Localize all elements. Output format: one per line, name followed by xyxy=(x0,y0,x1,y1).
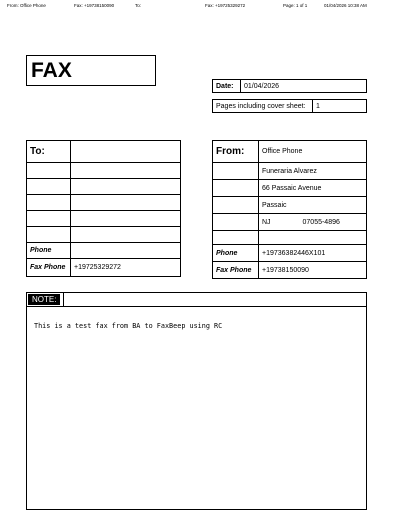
note-header xyxy=(27,293,366,307)
header-fax-to: Fax: +19725329272 xyxy=(205,3,246,8)
from-fax-value: +19738150090 xyxy=(259,262,367,279)
to-cell xyxy=(71,211,181,227)
to-fax-label: Fax Phone xyxy=(27,259,71,277)
date-label: Date: xyxy=(213,80,241,93)
header-datetime: 01/04/2026 10:38 AM xyxy=(324,3,367,8)
to-table xyxy=(26,140,181,277)
to-cell xyxy=(71,227,181,243)
note-divider xyxy=(63,293,64,306)
to-cell xyxy=(27,179,71,195)
from-city: Passaic xyxy=(259,197,367,214)
to-phone-label: Phone xyxy=(27,243,71,259)
meta-table-date xyxy=(212,79,367,93)
meta-table-pages xyxy=(212,99,367,113)
header-fax-from: Fax: +19738150090 xyxy=(74,3,115,8)
note-box xyxy=(26,292,367,510)
to-phone-value xyxy=(71,243,181,259)
from-zip: 07055-4896 xyxy=(302,218,340,226)
from-cell xyxy=(213,214,259,231)
from-cell xyxy=(213,231,259,245)
fax-title: FAX xyxy=(26,55,156,86)
pages-value: 1 xyxy=(313,100,367,113)
from-fax-label: Fax Phone xyxy=(213,262,259,279)
to-fax-value: +19725329272 xyxy=(71,259,181,277)
from-name: Office Phone xyxy=(259,141,367,163)
to-cell xyxy=(71,179,181,195)
from-state: NJ xyxy=(262,218,271,226)
from-company: Funeraria Alvarez xyxy=(259,163,367,180)
to-cell xyxy=(27,195,71,211)
from-cell xyxy=(259,231,367,245)
from-phone-label: Phone xyxy=(213,245,259,262)
from-state-zip xyxy=(259,214,367,231)
header-from: From: Office Phone xyxy=(7,3,46,8)
from-table xyxy=(212,140,367,279)
to-heading: To: xyxy=(27,141,71,163)
from-street: 66 Passaic Avenue xyxy=(259,180,367,197)
to-cell xyxy=(71,141,181,163)
note-label: NOTE: xyxy=(28,294,60,305)
to-cell xyxy=(71,163,181,179)
to-cell xyxy=(27,227,71,243)
from-cell xyxy=(213,197,259,214)
from-cell xyxy=(213,163,259,180)
pages-label: Pages including cover sheet: xyxy=(213,100,313,113)
note-text: This is a test fax from BA to FaxBeep using RC xyxy=(34,322,223,330)
header-page: Page: 1 of 1 xyxy=(283,3,308,8)
from-cell xyxy=(213,180,259,197)
header-to: To: xyxy=(135,3,142,8)
to-cell xyxy=(27,211,71,227)
from-heading: From: xyxy=(213,141,259,163)
to-cell xyxy=(27,163,71,179)
to-cell xyxy=(71,195,181,211)
from-phone-value: +19736382446X101 xyxy=(259,245,367,262)
date-value: 01/04/2026 xyxy=(241,80,367,93)
